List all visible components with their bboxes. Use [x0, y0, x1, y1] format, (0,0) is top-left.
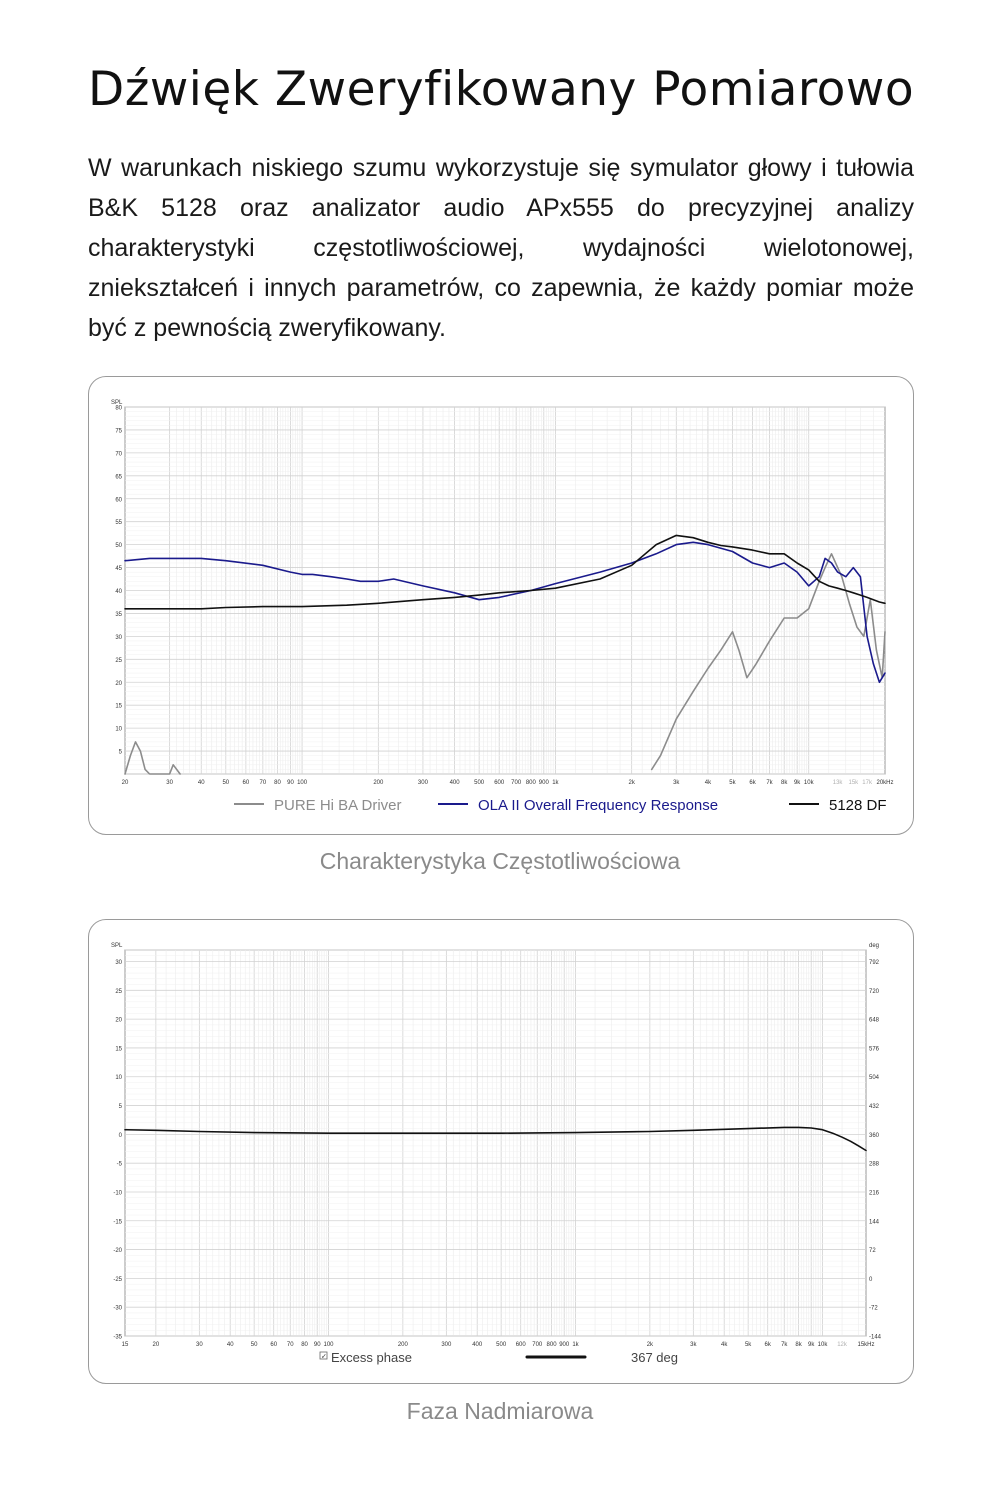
y-tick-label: -25 — [113, 1276, 122, 1283]
x-tick-label: 800 — [546, 1342, 557, 1348]
excess-phase-plot — [89, 920, 914, 1384]
x-tick-label: 10k — [803, 780, 814, 786]
x-tick-label: 100 — [323, 1342, 334, 1348]
y-right-tick-label: 72 — [869, 1248, 876, 1255]
x-tick-label: 12k — [837, 1342, 847, 1348]
x-tick-label: 90 — [313, 1342, 321, 1348]
page-title: Dźwięk Zweryfikowany Pomiarowo — [88, 62, 915, 117]
y-tick-label: 25 — [115, 988, 122, 995]
y-tick-label: 80 — [115, 405, 122, 412]
legend-label: PURE Hi BA Driver — [274, 797, 402, 814]
x-tick-label: 80 — [274, 780, 281, 786]
x-tick-label: 20 — [121, 780, 129, 786]
y-right-tick-label: 576 — [869, 1046, 880, 1053]
y-tick-label: 60 — [115, 497, 122, 504]
y-tick-label: 30 — [115, 634, 122, 641]
x-tick-label: 15 — [121, 1342, 129, 1348]
y-right-tick-label: -72 — [869, 1305, 878, 1312]
x-tick-label: 300 — [441, 1342, 452, 1348]
x-tick-label: 20kHz — [876, 780, 894, 786]
x-tick-label: 15k — [848, 780, 859, 786]
x-tick-label: 80 — [301, 1342, 308, 1348]
y-right-tick-label: 720 — [869, 988, 880, 995]
x-tick-label: 6k — [764, 1342, 771, 1348]
x-tick-label: 5k — [729, 780, 736, 786]
y-tick-label: 20 — [115, 1017, 122, 1024]
x-tick-label: 2k — [646, 1342, 654, 1348]
y-right-tick-label: -144 — [869, 1334, 882, 1341]
x-tick-label: 40 — [226, 1342, 234, 1348]
x-tick-label: 900 — [559, 1342, 570, 1348]
x-tick-label: 300 — [417, 780, 428, 786]
y-tick-label: 20 — [115, 680, 122, 687]
intro-paragraph: W warunkach niskiego szumu wykorzystuje się symulator głowy i tułowia B&K 5128 oraz analizator audio APx555 do precyzyjnej analizy charakterystyki częstotliwościowej, wydajności wielotonowej, zniekształceń i innych parametrów, co zapewnia, że każdy pomiar może być z pewnością zweryfikowany. — [88, 154, 914, 342]
x-tick-label: 4k — [721, 1342, 728, 1348]
y-tick-label: 10 — [115, 1075, 122, 1082]
y-tick-label: -10 — [113, 1190, 122, 1197]
y-right-axis-label: deg — [869, 943, 880, 949]
x-tick-label: 4k — [704, 780, 712, 786]
y-tick-label: 70 — [115, 451, 122, 458]
x-tick-label: 1k — [552, 780, 559, 786]
y-tick-label: 5 — [118, 1104, 122, 1111]
y-tick-label: 30 — [115, 960, 122, 967]
legend-label: OLA II Overall Frequency Response — [478, 797, 719, 814]
legend-value: 367 deg — [631, 1350, 678, 1365]
y-tick-label: 40 — [115, 589, 122, 595]
y-tick-label: 45 — [115, 566, 122, 573]
x-tick-label: 800 — [525, 780, 536, 786]
x-tick-label: 30 — [166, 780, 173, 786]
x-tick-label: 8k — [795, 1342, 802, 1348]
x-tick-label: 200 — [373, 780, 384, 786]
x-tick-label: 9k — [793, 780, 801, 786]
y-tick-label: -5 — [116, 1161, 122, 1168]
y-right-tick-label: 0 — [869, 1276, 873, 1283]
x-tick-label: 8k — [781, 780, 788, 786]
x-tick-label: 600 — [515, 1342, 526, 1348]
y-right-tick-label: 288 — [869, 1161, 880, 1168]
x-tick-label: 13k — [832, 780, 843, 786]
x-tick-label: 60 — [270, 1342, 278, 1348]
y-tick-label: -20 — [113, 1248, 122, 1255]
y-right-tick-label: 504 — [869, 1075, 880, 1082]
y-tick-label: 25 — [115, 657, 122, 664]
x-tick-label: 10k — [817, 1342, 828, 1348]
x-tick-label: 50 — [250, 1342, 258, 1348]
excess-phase-caption: Faza Nadmiarowa — [406, 1398, 594, 1424]
y-tick-label: 50 — [115, 543, 122, 550]
y-tick-label: 15 — [115, 703, 122, 710]
x-tick-label: 70 — [259, 780, 267, 786]
x-tick-label: 100 — [297, 780, 308, 786]
check-icon: ✓ — [321, 1353, 327, 1361]
y-tick-label: 65 — [115, 474, 122, 481]
y-tick-label: 75 — [115, 428, 122, 435]
y-tick-label: 55 — [115, 520, 122, 527]
x-tick-label: 17k — [862, 780, 872, 786]
y-tick-label: 15 — [115, 1046, 122, 1053]
x-tick-label: 3k — [690, 1342, 697, 1348]
y-right-tick-label: 432 — [869, 1104, 880, 1111]
x-tick-label: 7k — [781, 1342, 788, 1348]
x-tick-label: 600 — [494, 780, 505, 786]
x-tick-label: 9k — [808, 1342, 815, 1348]
x-tick-label: 6k — [749, 780, 756, 786]
frequency-response-chart — [88, 376, 914, 835]
x-tick-label: 500 — [496, 1342, 507, 1348]
x-tick-label: 90 — [287, 780, 294, 786]
y-right-tick-label: 792 — [869, 960, 880, 967]
y-right-tick-label: 360 — [869, 1132, 880, 1139]
x-tick-label: 500 — [474, 780, 485, 786]
y-right-tick-label: 648 — [869, 1017, 880, 1024]
y-tick-label: -15 — [113, 1219, 122, 1226]
x-tick-label: 400 — [449, 780, 460, 786]
x-tick-label: 3k — [673, 780, 680, 786]
y-axis-label: SPL — [111, 400, 123, 406]
y-axis-label: SPL — [111, 943, 123, 949]
x-tick-label: 900 — [538, 780, 549, 786]
x-tick-label: 40 — [197, 780, 205, 786]
y-tick-label: -30 — [113, 1305, 122, 1312]
legend-label: 5128 DF — [829, 797, 887, 814]
y-tick-label: 5 — [118, 749, 122, 756]
frequency-response-caption: Charakterystyka Częstotliwościowa — [319, 848, 681, 874]
x-tick-label: 1k — [572, 1342, 579, 1348]
x-tick-label: 60 — [242, 780, 250, 786]
y-tick-label: 0 — [118, 1132, 122, 1139]
x-tick-label: 5k — [744, 1342, 752, 1348]
y-tick-label: 10 — [115, 726, 122, 733]
x-tick-label: 20 — [152, 1342, 160, 1348]
x-tick-label: 70 — [286, 1342, 294, 1348]
x-tick-label: 200 — [397, 1342, 408, 1348]
excess-phase-chart — [88, 919, 914, 1384]
x-tick-label: 15kHz — [857, 1342, 875, 1348]
y-tick-label: -35 — [113, 1334, 122, 1341]
x-tick-label: 50 — [222, 780, 230, 786]
y-tick-label: 35 — [115, 611, 122, 618]
x-tick-label: 400 — [472, 1342, 483, 1348]
y-right-tick-label: 216 — [869, 1190, 880, 1197]
frequency-response-plot — [89, 377, 914, 835]
legend-label: Excess phase — [331, 1350, 412, 1365]
x-tick-label: 7k — [766, 780, 773, 786]
x-tick-label: 30 — [196, 1342, 203, 1348]
x-tick-label: 700 — [511, 780, 522, 786]
y-right-tick-label: 144 — [869, 1219, 880, 1226]
x-tick-label: 700 — [532, 1342, 543, 1348]
x-tick-label: 2k — [628, 780, 635, 786]
